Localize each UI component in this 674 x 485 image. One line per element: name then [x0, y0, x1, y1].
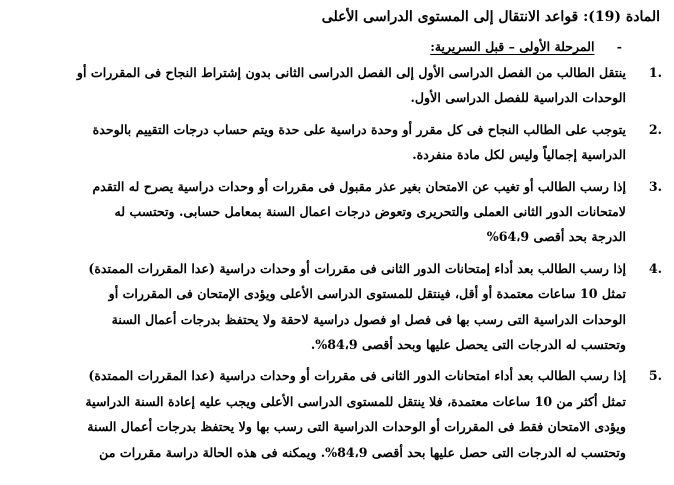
rule-item-4: [16, 256, 662, 358]
rule-line: إذا رسب الطالب أو تغيب عن الامتحان بغير عذر مقبول فى مقررات أو وحدات دراسية يصرح له التقدم: [92, 178, 626, 194]
rule-line: الدراسية إجمالياً وليس لكل مادة منفردة.: [412, 147, 626, 163]
rule-line: تمثل 10 ساعات معتمدة أو أقل، فينتقل للمستوى الدراسى الأعلى ويؤدى الإمتحان فى المقررات أو: [108, 286, 626, 302]
rule-number: .4: [648, 260, 662, 276]
stage-label: المرحلة الأولى – قبل السريرية:: [430, 39, 595, 54]
rule-line: ينتقل الطالب من الفصل الدراسى الأول إلى الفصل الدراسى الثانى بدون إشتراط النجاح فى المقررات أو: [76, 65, 626, 80]
article-title: المادة (19): قواعد الانتقال إلى المستوى الدراسى الأعلى: [321, 9, 660, 25]
rules-list: [16, 60, 662, 465]
rule-line: وتحتسب له الدرجات التى حصل عليها بحد أقصى 84،9%. ويمكنه فى هذه الحالة دراسة مقررات من: [99, 444, 626, 460]
rule-item-2: [16, 117, 662, 168]
rule-line: لامتحانات الدور الثانى العملى والتحريرى وتعوض درجات اعمال السنة بمعامل حسابى. وتحتسب له: [114, 204, 626, 220]
rule-line: الوحدات الدراسية التى رسب بها فى فصل او فصول دراسية لاحقة ولا يحتفظ بدرجات أعمال السنة: [111, 311, 626, 327]
rule-item-3: [16, 174, 662, 250]
rule-item-5: [16, 363, 662, 465]
rule-number: .1: [648, 65, 662, 80]
rule-number: .3: [648, 178, 662, 194]
rule-line: إذا رسب الطالب بعد أداء إمتحانات الدور الثانى فى مقررات أو وحدات دراسية (عدا المقررات الممتدة): [88, 260, 626, 276]
rule-line: وتحتسب له الدرجات التى يحصل عليها وبحد أقصى 84،9%.: [310, 337, 626, 353]
rule-number: .5: [648, 368, 662, 384]
rule-line: ويؤدى الامتحان فقط فى المقررات أو الوحدات الدراسية التى رسب بها ولا يحتفظ بدرجات أعمال السنة: [87, 419, 626, 435]
rule-line: يتوجب على الطالب النجاح فى كل مقرر أو وحدة دراسية على حدة ويتم حساب درجات التقييم بالوحدة: [92, 121, 626, 137]
stage-bullet: -: [616, 39, 622, 54]
rule-line: الدرجة بحد أقصى 64،9%: [486, 229, 626, 245]
rule-line: الوحدات الدراسية للفصل الدراسى الأول.: [410, 90, 626, 106]
stage-heading: [430, 37, 622, 57]
rule-number: .2: [648, 121, 662, 137]
rule-line: تمثل أكثر من 10 ساعات معتمدة، فلا ينتقل للمستوى الدراسى الأعلى ويجب عليه إعادة السنة الدراسية: [85, 393, 626, 409]
rule-item-1: [16, 60, 662, 111]
rule-line: إذا رسب الطالب بعد أداء امتحانات الدور الثانى فى مقررات أو وحدات دراسية (عدا المقررات الممتدة): [88, 368, 626, 384]
